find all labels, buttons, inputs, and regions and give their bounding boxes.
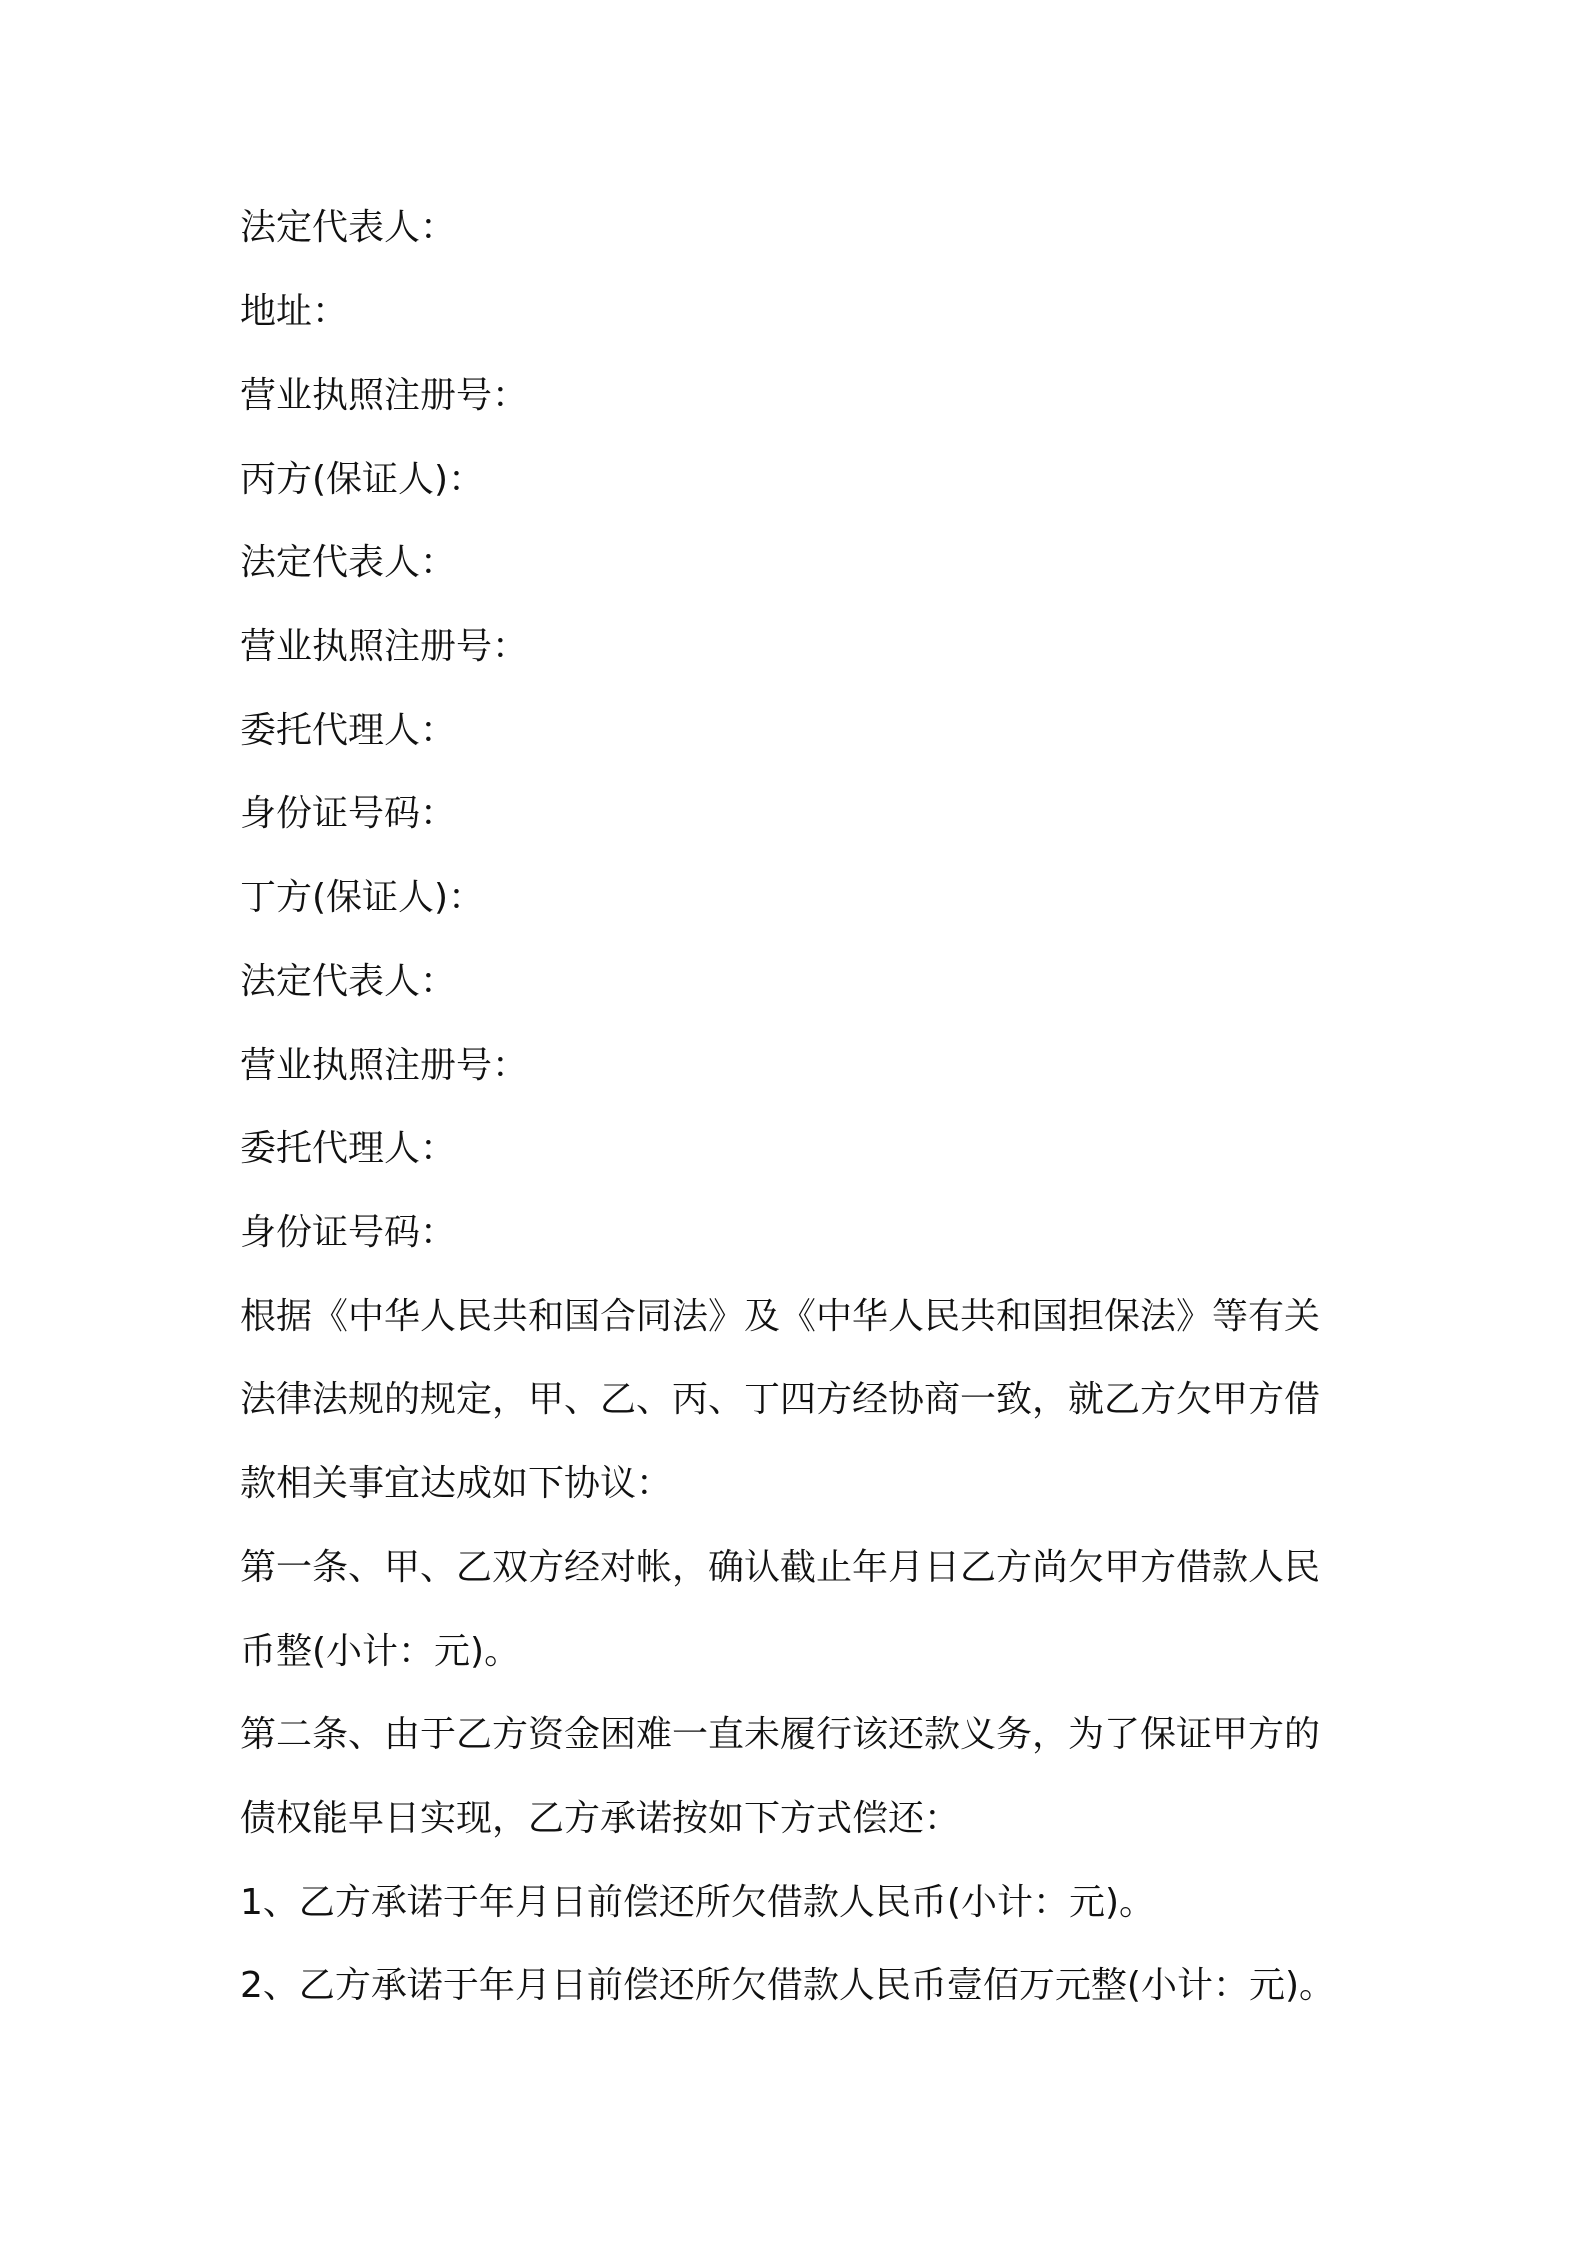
address-label: 地址： xyxy=(240,291,349,332)
legal-representative-label-2: 法定代表人： xyxy=(240,542,457,583)
article-2-line-2: 债权能早日实现，乙方承诺按如下方式偿还： xyxy=(240,1798,961,1839)
preamble-line-1: 根据《中华人民共和国合同法》及《中华人民共和国担保法》等有关 xyxy=(240,1296,1321,1337)
authorized-agent-label-1: 委托代理人： xyxy=(240,710,457,751)
legal-representative-label-3: 法定代表人： xyxy=(240,961,457,1002)
id-number-label-2: 身份证号码： xyxy=(240,1212,457,1253)
id-number-label-1: 身份证号码： xyxy=(240,793,457,834)
party-d-guarantor-label: 丁方(保证人)： xyxy=(240,877,485,918)
article-1-line-2: 币整(小计：元)。 xyxy=(240,1631,521,1672)
business-license-label-1: 营业执照注册号： xyxy=(240,375,529,416)
business-license-label-2: 营业执照注册号： xyxy=(240,626,529,667)
preamble-line-2: 法律法规的规定，甲、乙、丙、丁四方经协商一致，就乙方欠甲方借 xyxy=(240,1379,1321,1420)
legal-representative-label-1: 法定代表人： xyxy=(240,207,457,248)
article-2-line-1: 第二条、由于乙方资金困难一直未履行该还款义务，为了保证甲方的 xyxy=(240,1714,1321,1755)
preamble-line-3: 款相关事宜达成如下协议： xyxy=(240,1463,673,1504)
repayment-item-2: 2、乙方承诺于年月日前偿还所欠借款人民币壹佰万元整(小计：元)。 xyxy=(240,1965,1335,2006)
business-license-label-3: 营业执照注册号： xyxy=(240,1045,529,1086)
party-c-guarantor-label: 丙方(保证人)： xyxy=(240,459,485,500)
authorized-agent-label-2: 委托代理人： xyxy=(240,1128,457,1169)
repayment-item-1: 1、乙方承诺于年月日前偿还所欠借款人民币(小计：元)。 xyxy=(240,1882,1155,1923)
article-1-line-1: 第一条、甲、乙双方经对帐，确认截止年月日乙方尚欠甲方借款人民 xyxy=(240,1547,1321,1588)
